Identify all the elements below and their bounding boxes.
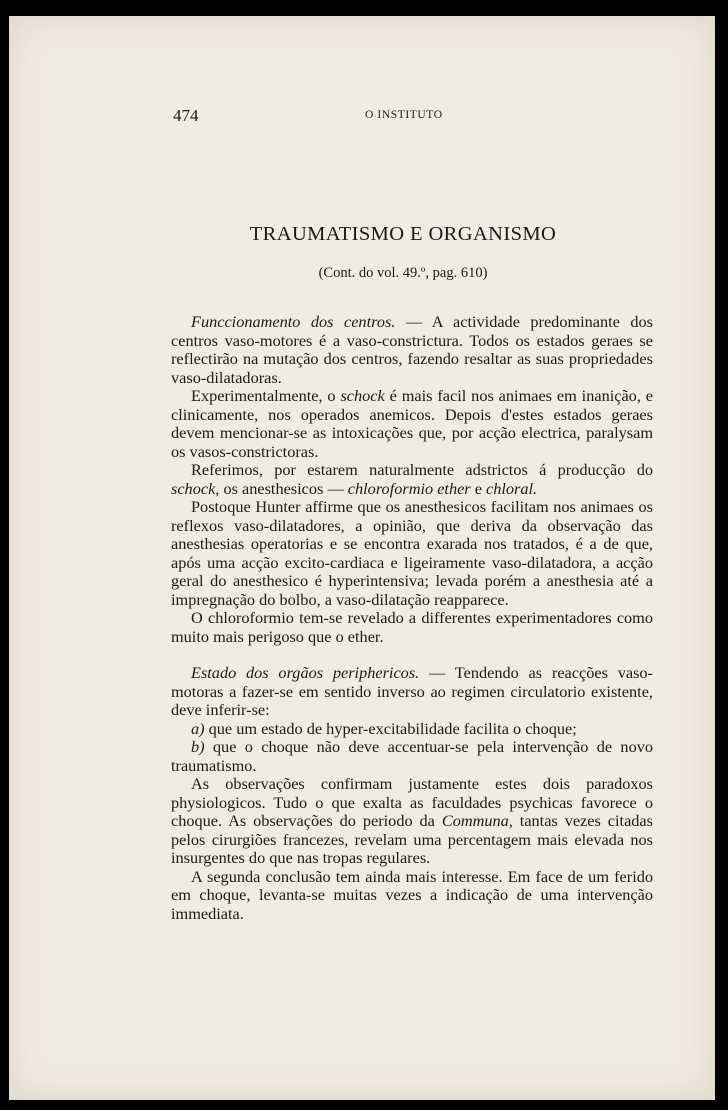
paragraph-text: Referimos, por estarem naturalmente adstrictos á producção do [191,460,653,479]
term-schock: schock, [171,478,220,498]
term-schock: schock [340,386,385,405]
paragraph-text: As observações confirmam justamente estes dois paradoxos physiologicos. Tudo o que exalta as faculdades psychicas favorece o choque. As observações do periodo da [171,774,653,830]
list-label-a: a) [191,718,205,738]
list-item-text: que o choque não deve accentuar-se pela intervenção de novo traumatismo. [171,737,653,775]
paragraph-segunda-conclusao: A segunda conclusão tem ainda mais interesse. Em face de um ferido em choque, levanta-se muitas vezes a indicação de uma intervenção immediata. [171,866,653,923]
term-anesthesic-agents: chloroformio ether [347,478,471,498]
list-item-b [171,738,653,775]
paragraph-text: e [470,478,487,498]
article-body [171,313,653,923]
page-number: 474 [173,106,199,125]
running-head: O INSTITUTO [365,109,443,121]
paragraph-text: Experimentalmente, o [191,386,341,405]
paragraph-referimos [171,461,653,498]
list-item-a [171,720,653,739]
paragraph-text: — A actividade predominante dos centros vaso-motores é a vaso-constrictura. Todos os estados geraes se reflectirão na mutação dos centros, fazendo resaltar as suas propriedades vaso-dilatadoras. [171,312,653,387]
paragraph-text: os anesthesicos — [219,478,348,498]
paragraph-estado [171,664,653,720]
list-item-text: que um estado de hyper-excitabilidade facilita o choque; [204,718,577,738]
section-heading-funccionamento: Funccionamento dos centros. [191,312,396,331]
article-title: TRAUMATISMO E ORGANISMO [249,223,557,245]
paragraph-text: tantas vezes citadas pelos cirurgiões francezes, revelam uma percentagem mais elevada nos insurgentes do que nas tropas regulares. [171,811,653,867]
paragraph-observacoes [171,775,653,868]
paragraph-chloroformio: O chloroformio tem-se revelado a differentes experimentadores como muito mais perigoso que o ether. [171,608,653,646]
paragraph-postoque: Postoque Hunter affirme que os anesthesicos facilitam nos animaes os reflexos vaso-dilatadores, a opinião, que deriva da observação das anesthesias operatorias e se encontra exarada nos tratados, é a de que, após uma acção excito-cardiaca e ligeiramente vaso-dilatadora, a acção geral do anesthesico é hyperintensiva; levada porém a anesthesia até a impregnação do bolbo, a vaso-dilatação reapparece. [171,497,653,609]
page-header [165,106,625,126]
paragraph-funccionamento [171,313,653,387]
section-heading-estado: Estado dos orgãos periphericos. [191,663,420,682]
list-label-b: b) [191,737,205,756]
paragraph-experimentalmente [171,387,653,461]
paragraph-text: é mais facil nos animaes em inanição, e clinicamente, nos operados anemicos. Depois d'estes estados geraes devem mencionar-se as intoxicações que, por acção electrica, paralysam os vasos-constrictoras. [171,386,653,461]
term-chloral: chloral. [486,478,538,498]
page-sheet [9,16,715,1100]
section-break [171,646,653,664]
term-communa: Communa, [441,811,513,830]
paragraph-text: — Tendendo as reacções vaso-motoras a fazer-se em sentido inverso ao regimen circulatorio existente, deve inferir-se: [171,663,653,719]
article-subtitle: (Cont. do vol. 49.º, pag. 610) [318,265,488,281]
